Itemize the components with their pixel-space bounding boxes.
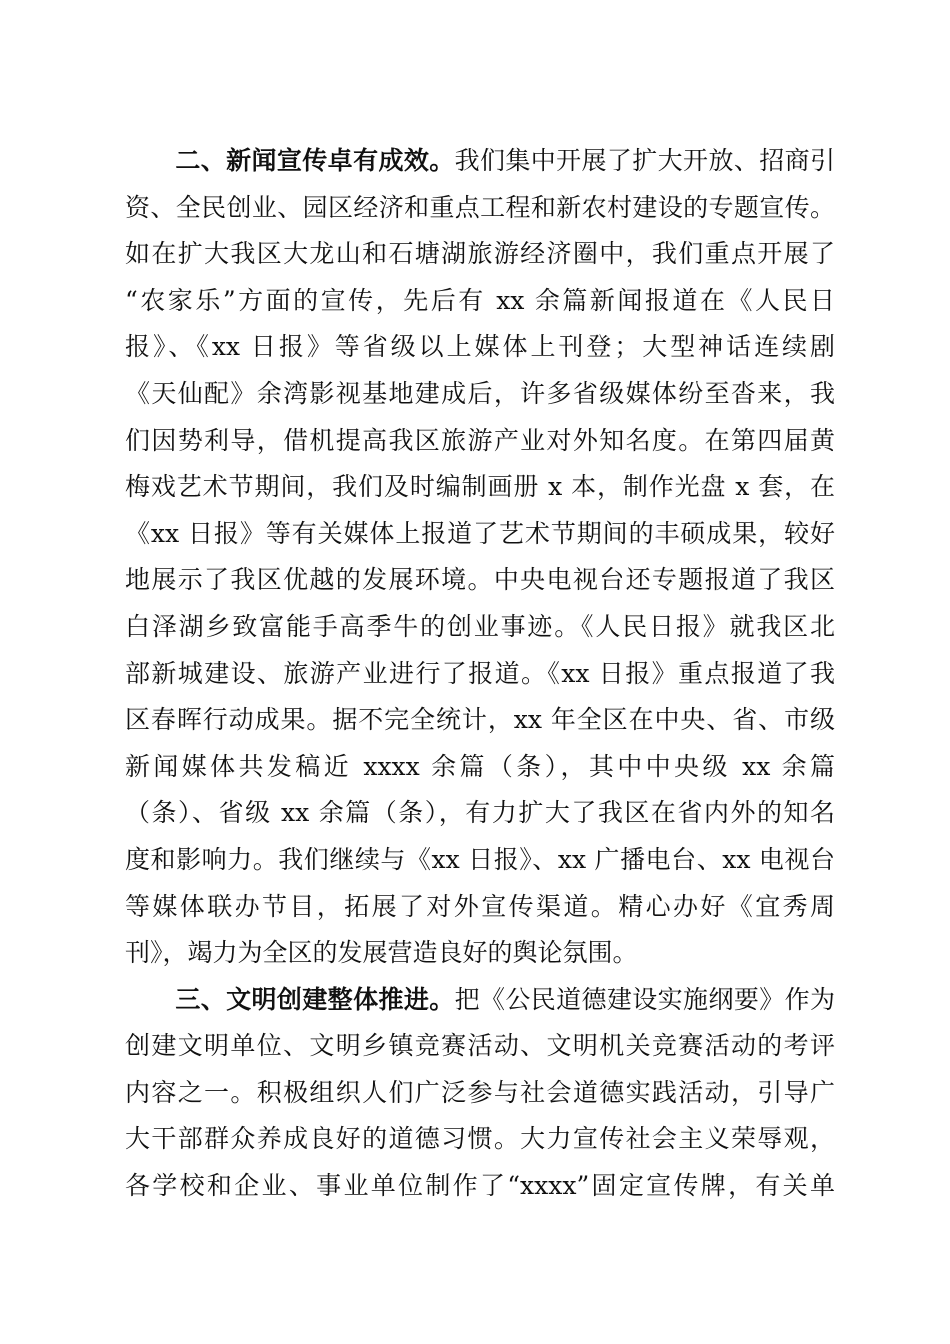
- paragraph-1-line-9: 《xx 日报》等有关媒体上报道了艺术节期间的丰硕成果，较好: [125, 518, 835, 548]
- paragraph-2-line-1: [125, 977, 835, 1024]
- paragraph-1-line-1: [125, 138, 835, 185]
- paragraph-2-line-5: 各学校和企业、事业单位制作了“xxxx”固定宣传牌，有关单: [125, 1171, 835, 1201]
- paragraph-1-line-12: 部新城建设、旅游产业进行了报道。《xx 日报》重点报道了我: [125, 658, 835, 688]
- paragraph-2-line-2: 创建文明单位、文明乡镇竞赛活动、文明机关竞赛活动的考评: [125, 1031, 835, 1061]
- paragraph-1-line-10: 地展示了我区优越的发展环境。中央电视台还专题报道了我区: [125, 565, 835, 595]
- paragraph-1-line-7: 们因势利导，借机提高我区旅游产业对外知名度。在第四届黄: [125, 425, 835, 455]
- paragraph-1-line-2: 资、全民创业、园区经济和重点工程和新农村建设的专题宣传。: [125, 192, 835, 222]
- document-body: [125, 138, 835, 1210]
- paragraph-2-heading: 三、文明创建整体推进。: [175, 984, 455, 1014]
- paragraph-1-line-15: （条）、省级 xx 余篇（条），有力扩大了我区在省内外的知名: [125, 798, 835, 828]
- paragraph-1-line-4: “农家乐”方面的宣传，先后有 xx 余篇新闻报道在《人民日: [125, 285, 835, 315]
- paragraph-1-line-13: 区春晖行动成果。据不完全统计，xx 年全区在中央、省、市级: [125, 705, 835, 735]
- paragraph-1-line-8: 梅戏艺术节期间，我们及时编制画册 x 本，制作光盘 x 套，在: [125, 472, 835, 502]
- paragraph-2-line-4: 大干部群众养成良好的道德习惯。大力宣传社会主义荣辱观，: [125, 1124, 835, 1154]
- paragraph-1-line-18: 刊》，竭力为全区的发展营造良好的舆论氛围。: [125, 938, 638, 968]
- paragraph-2-line-3: 内容之一。积极组织人们广泛参与社会道德实践活动，引导广: [125, 1077, 835, 1107]
- paragraph-1-line-6: 《天仙配》余湾影视基地建成后，许多省级媒体纷至沓来，我: [125, 378, 835, 408]
- paragraph-1-text: 我们集中开展了扩大开放、招商引: [454, 146, 835, 175]
- paragraph-1-line-11: 白泽湖乡致富能手高季牛的创业事迹。《人民日报》就我区北: [125, 611, 835, 641]
- paragraph-2-text: 把《公民道德建设实施纲要》作为: [454, 984, 835, 1014]
- paragraph-1-heading: 二、新闻宣传卓有成效。: [175, 146, 455, 175]
- paragraph-1-line-5: 报》、《xx 日报》等省级以上媒体上刊登；大型神话连续剧: [125, 332, 835, 362]
- paragraph-1-line-16: 度和影响力。我们继续与《xx 日报》、xx 广播电台、xx 电视台: [125, 844, 835, 874]
- paragraph-1-line-14: 新闻媒体共发稿近 xxxx 余篇（条），其中中央级 xx 余篇: [125, 751, 835, 781]
- paragraph-1-line-3: 如在扩大我区大龙山和石塘湖旅游经济圈中，我们重点开展了: [125, 239, 835, 269]
- paragraph-1-line-17: 等媒体联办节目，拓展了对外宣传渠道。精心办好《宜秀周: [125, 891, 835, 921]
